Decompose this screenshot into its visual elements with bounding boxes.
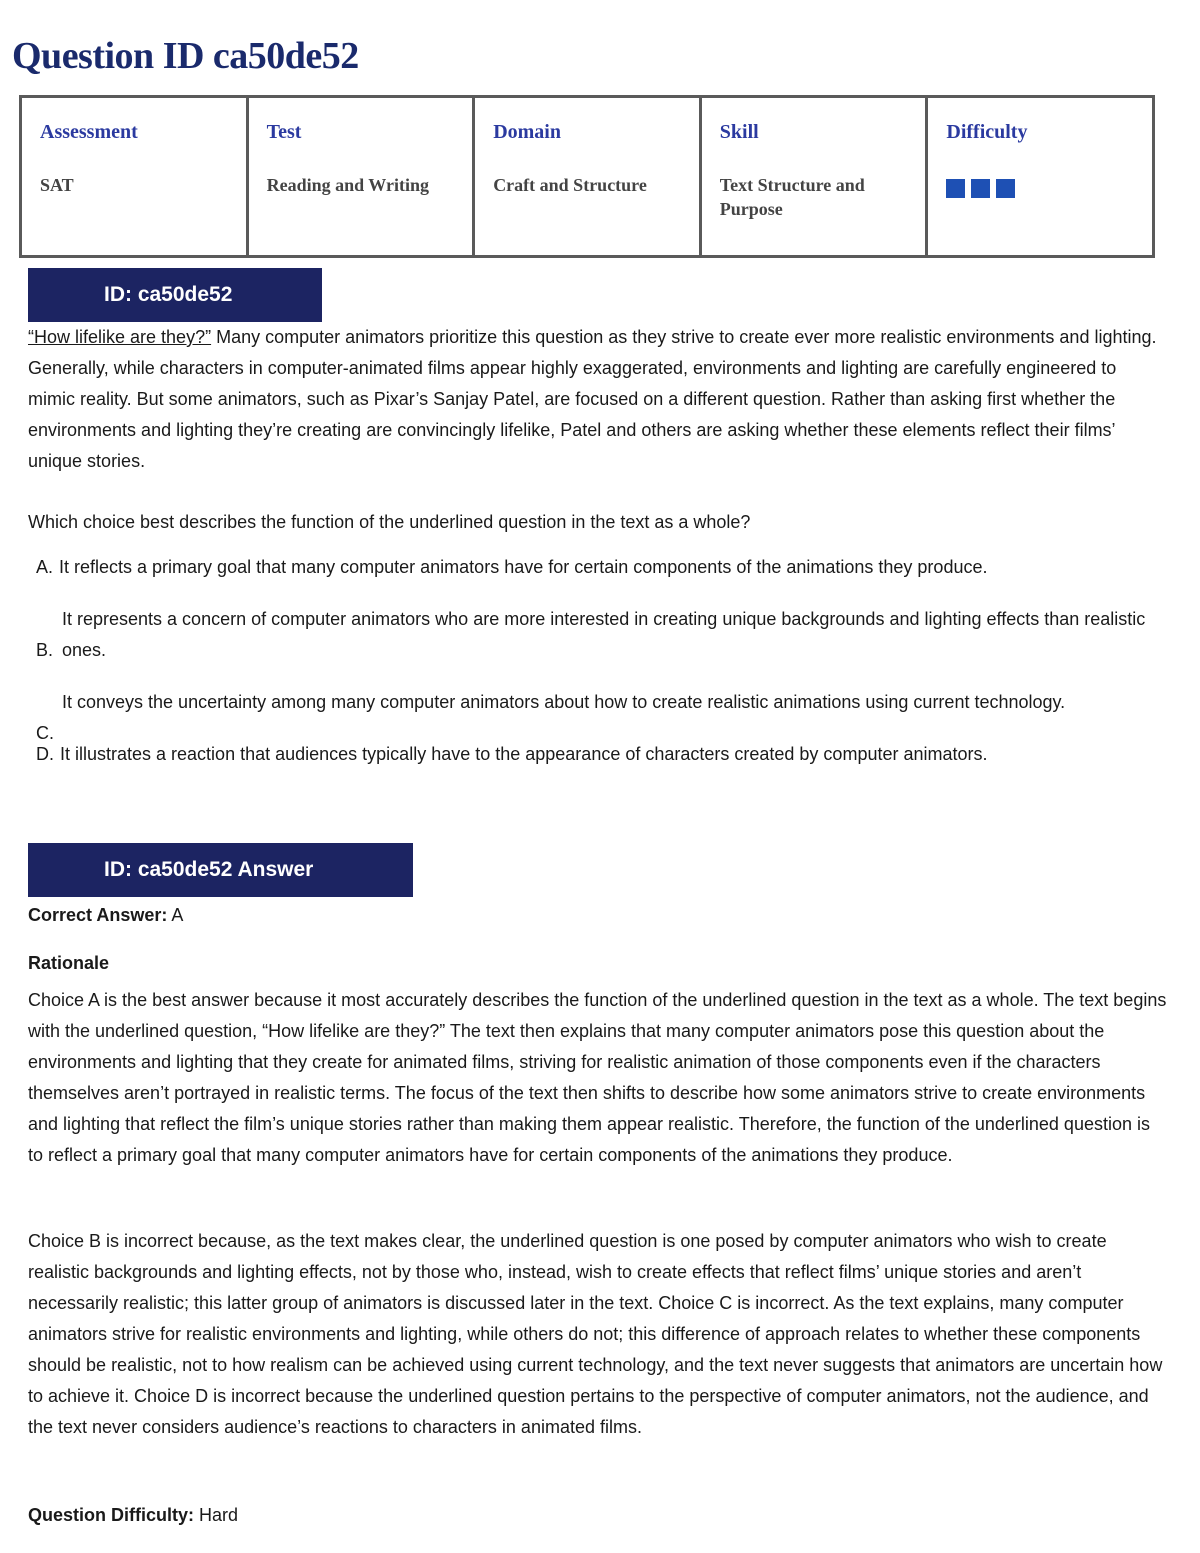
assessment-cell [21, 97, 248, 257]
difficulty-label: Difficulty [946, 121, 1028, 143]
answer-id-banner: ID: ca50de52 Answer [28, 843, 413, 897]
question-difficulty-value: Hard [199, 1505, 239, 1525]
choice-text: It represents a concern of computer animators who are more interested in creating unique backgrounds and lighting effects than realistic ones. [62, 609, 1146, 660]
assessment-value: SAT [40, 175, 74, 195]
choice-d[interactable] [36, 739, 1166, 770]
choice-text: It reflects a primary goal that many computer animators have for certain components of the animations they produce. [59, 557, 988, 577]
question-difficulty [28, 1501, 238, 1529]
difficulty-square [971, 179, 990, 198]
answer-choices [36, 552, 1166, 791]
choice-a[interactable] [36, 552, 1166, 583]
choice-text: It conveys the uncertainty among many computer animators about how to create realistic animations using current technology. [62, 692, 1066, 712]
domain-cell [474, 97, 701, 257]
difficulty-square [996, 179, 1015, 198]
skill-label: Skill [719, 121, 759, 143]
rationale-paragraph-2: Choice B is incorrect because, as the text makes clear, the underlined question is one posed by computer animators who wish to create realistic backgrounds and lighting effects, not by those who, instead, wish to create effects that reflect films’ unique stories and aren’t necessarily realistic; this latter group of animators is discussed later in the text. Choice C is incorrect. As the text explains, many computer animators strive for realistic environments and lighting, while others do not; this difference of approach relates to whether these components should be realistic, not to how realism can be achieved using current technology, and the text never suggests that animators are uncertain how to achieve it. Choice D is incorrect because the underlined question pertains to the perspective of computer animators, not the audience, and the text never considers audience’s reactions to characters in animated films. [28, 1231, 1163, 1437]
test-value: Reading and Writing [266, 175, 429, 195]
passage-text: Many computer animators prioritize this question as they strive to create ever more realistic environments and lighting. Generally, while characters in computer-animated films appear highly exaggerated, environments and lighting are carefully engineered to mimic reality. But some animators, such as Pixar’s Sanjay Patel, are focused on a different question. Rather than asking first whether the environments and lighting they’re creating are convincingly lifelike, Patel and others are asking whether these elements reflect their films’ unique stories. [28, 327, 1157, 471]
test-label: Test [266, 121, 302, 143]
difficulty-indicator [946, 179, 1134, 198]
passage [28, 322, 1168, 477]
correct-answer [28, 901, 183, 929]
question-difficulty-label: Question Difficulty: [28, 1505, 194, 1525]
domain-label: Domain [493, 121, 561, 143]
question-prompt: Which choice best describes the function of the underlined question in the text as a whole? [28, 512, 751, 532]
correct-answer-value: A [171, 905, 184, 925]
choice-text: It illustrates a reaction that audiences typically have to the appearance of characters created by computer animators. [60, 744, 988, 764]
skill-value: Text Structure and Purpose [719, 175, 865, 219]
correct-answer-label: Correct Answer: [28, 905, 168, 925]
page-title: Question ID ca50de52 [12, 35, 359, 77]
skill-cell [700, 97, 927, 257]
choice-c[interactable] [36, 687, 1166, 743]
difficulty-square [946, 179, 965, 198]
underlined-question: “How lifelike are they?” [28, 327, 212, 347]
choice-letter: C. [36, 723, 54, 743]
choice-letter: D. [36, 744, 54, 764]
choice-letter: A. [36, 557, 54, 577]
choice-letter: B. [36, 640, 54, 660]
question-id-banner: ID: ca50de52 [28, 268, 322, 322]
test-cell [247, 97, 474, 257]
question-meta-table [19, 95, 1155, 258]
domain-value: Craft and Structure [493, 175, 647, 195]
assessment-label: Assessment [40, 121, 138, 143]
rationale-heading: Rationale [28, 953, 110, 973]
difficulty-cell [927, 97, 1154, 257]
choice-b[interactable] [36, 604, 1166, 666]
rationale-paragraph-1: Choice A is the best answer because it most accurately describes the function of the underlined question in the text as a whole. The text begins with the underlined question, “How lifelike are they?” The text then explains that many computer animators pose this question about the environments and lighting that they create for animated films, striving for realistic animation of those components even if the characters themselves aren’t portrayed in realistic terms. The focus of the text then shifts to describe how some animators strive to create environments and lighting that reflect the film’s unique stories rather than making them appear realistic. Therefore, the function of the underlined question is to reflect a primary goal that many computer animators have for certain components of the animations they produce. [28, 990, 1167, 1165]
